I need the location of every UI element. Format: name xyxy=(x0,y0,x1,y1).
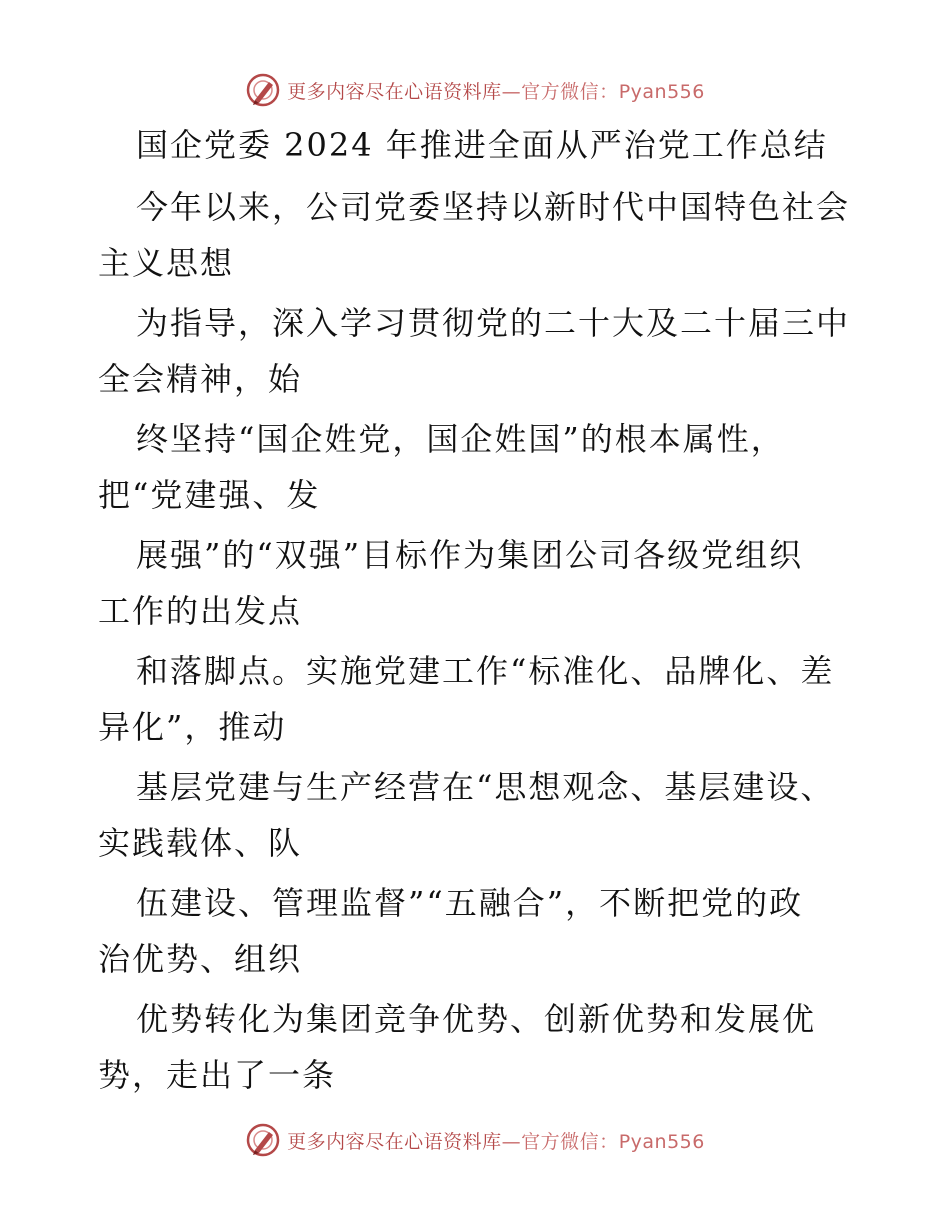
paragraph-line: 优势转化为集团竞争优势、创新优势和发展优 xyxy=(136,1000,817,1038)
watermark-text: 更多内容尽在心语资料库—官方微信：Pyan556 xyxy=(287,1130,705,1153)
paragraph-line: 实践载体、队 xyxy=(98,824,303,862)
header-watermark xyxy=(0,68,950,112)
paragraph-line: 和落脚点。实施党建工作“标准化、品牌化、差 xyxy=(136,652,835,690)
paragraph-line: 展强”的“双强”目标作为集团公司各级党组织 xyxy=(136,536,804,574)
paragraph-line: 把“党建强、发 xyxy=(98,476,321,514)
paragraph-line: 为指导，深入学习贯彻党的二十大及二十届三中 xyxy=(136,304,851,342)
paragraph-line: 治优势、组织 xyxy=(98,940,303,978)
paragraph-line: 基层党建与生产经营在“思想观念、基层建设、 xyxy=(136,768,835,806)
pen-logo-icon xyxy=(245,1122,281,1158)
paragraph-line: 势，走出了一条 xyxy=(98,1056,337,1094)
paragraph-line: 主义思想 xyxy=(98,244,235,282)
watermark-text: 更多内容尽在心语资料库—官方微信：Pyan556 xyxy=(287,80,705,103)
document-title: 国企党委 2024 年推进全面从严治党工作总结 xyxy=(136,126,828,164)
footer-watermark xyxy=(0,1118,950,1162)
paragraph-line: 全会精神，始 xyxy=(98,360,303,398)
pen-logo-icon xyxy=(245,72,281,108)
paragraph-line: 异化”，推动 xyxy=(98,708,287,746)
paragraph-line: 今年以来，公司党委坚持以新时代中国特色社会 xyxy=(136,188,851,226)
paragraph-line: 伍建设、管理监督”“五融合”，不断把党的政 xyxy=(136,884,804,922)
paragraph-line: 终坚持“国企姓党，国企姓国”的根本属性， xyxy=(136,420,785,458)
paragraph-line: 工作的出发点 xyxy=(98,592,303,630)
